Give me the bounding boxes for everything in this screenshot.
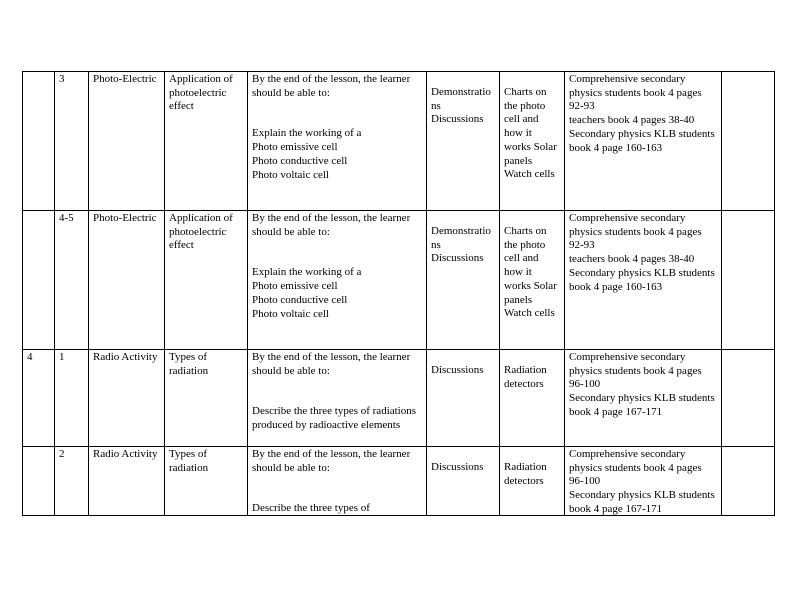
objectives-intro: By the end of the lesson, the learner should be able to:: [252, 73, 411, 99]
activities-text: Discussions: [431, 364, 484, 376]
reference-line: Comprehensive secondary physics students book 4 pages 96-100: [569, 351, 702, 391]
objective-line: Describe the three types of radiations produced by radioactive elements: [252, 405, 417, 432]
reference-line: Comprehensive secondary physics students book 4 pages 92-93: [569, 212, 702, 252]
activities-cell: [427, 350, 500, 447]
resources-text: Radiation detectors: [504, 364, 547, 390]
activities-text: Demonstrations Discussions: [431, 225, 491, 265]
reference-line: Secondary physics KLB students book 4 page 167-171: [569, 489, 715, 515]
objective-line: Explain the working of a: [252, 266, 362, 279]
resources-cell: [500, 72, 565, 211]
resources-text: Charts on the photo cell and how it works Solar panels Watch cells: [504, 86, 557, 181]
remarks-cell: [722, 72, 775, 211]
subtopic-cell: Types of radiation: [165, 350, 248, 447]
remarks-cell: [722, 447, 775, 516]
objective-line: Photo conductive cell: [252, 293, 348, 306]
topic-cell: Radio Activity: [89, 350, 165, 447]
resources-cell: [500, 447, 565, 516]
objective-line: Photo voltaic cell: [252, 307, 329, 320]
references-cell: [565, 211, 722, 350]
activities-text: Discussions: [431, 461, 484, 473]
objectives-cell: [248, 350, 427, 447]
resources-cell: [500, 211, 565, 350]
references-cell: [565, 72, 722, 211]
lesson-cell: 2: [55, 447, 89, 516]
topic-cell: Photo-Electric: [89, 72, 165, 211]
table-row: [23, 350, 775, 447]
week-cell: [23, 447, 55, 516]
objectives-intro: By the end of the lesson, the learner should be able to:: [252, 212, 411, 238]
objective-line: Describe the three types of: [252, 502, 370, 515]
subtopic-cell: Application of photoelectric effect: [165, 211, 248, 350]
activities-cell: [427, 211, 500, 350]
activities-cell: [427, 447, 500, 516]
lesson-cell: 3: [55, 72, 89, 211]
remarks-cell: [722, 211, 775, 350]
reference-line: Comprehensive secondary physics students book 4 pages 96-100: [569, 448, 702, 488]
resources-text: Radiation detectors: [504, 461, 547, 487]
subtopic-cell: Types of radiation: [165, 447, 248, 516]
objective-line: Explain the working of a: [252, 127, 362, 140]
topic-cell: Photo-Electric: [89, 211, 165, 350]
reference-line: Secondary physics KLB students book 4 page 160-163: [569, 127, 715, 154]
reference-line: teachers book 4 pages 38-40: [569, 253, 695, 266]
topic-cell: Radio Activity: [89, 447, 165, 516]
reference-line: Comprehensive secondary physics students book 4 pages 92-93: [569, 73, 702, 113]
resources-text: Charts on the photo cell and how it works Solar panels Watch cells: [504, 225, 557, 320]
table-row: [23, 211, 775, 350]
lesson-cell: 1: [55, 350, 89, 447]
objectives-cell: [248, 447, 427, 516]
table-row: [23, 447, 775, 516]
objectives-cell: [248, 72, 427, 211]
objectives-cell: [248, 211, 427, 350]
week-cell: [23, 72, 55, 211]
week-cell: [23, 211, 55, 350]
references-cell: [565, 350, 722, 447]
activities-cell: [427, 72, 500, 211]
objective-line: Photo emissive cell: [252, 141, 338, 154]
scheme-of-work-table: [22, 71, 775, 516]
objectives-intro: By the end of the lesson, the learner should be able to:: [252, 351, 411, 377]
activities-text: Demonstrations Discussions: [431, 86, 491, 126]
objective-line: Photo conductive cell: [252, 154, 348, 167]
week-cell: 4: [23, 350, 55, 447]
subtopic-cell: Application of photoelectric effect: [165, 72, 248, 211]
references-cell: [565, 447, 722, 516]
objective-line: Photo voltaic cell: [252, 168, 329, 181]
objective-line: Photo emissive cell: [252, 280, 338, 293]
reference-line: Secondary physics KLB students book 4 page 167-171: [569, 392, 715, 418]
objectives-intro: By the end of the lesson, the learner should be able to:: [252, 448, 411, 474]
lesson-cell: 4-5: [55, 211, 89, 350]
reference-line: teachers book 4 pages 38-40: [569, 114, 695, 127]
remarks-cell: [722, 350, 775, 447]
resources-cell: [500, 350, 565, 447]
table-row: [23, 72, 775, 211]
reference-line: Secondary physics KLB students book 4 page 160-163: [569, 266, 715, 293]
